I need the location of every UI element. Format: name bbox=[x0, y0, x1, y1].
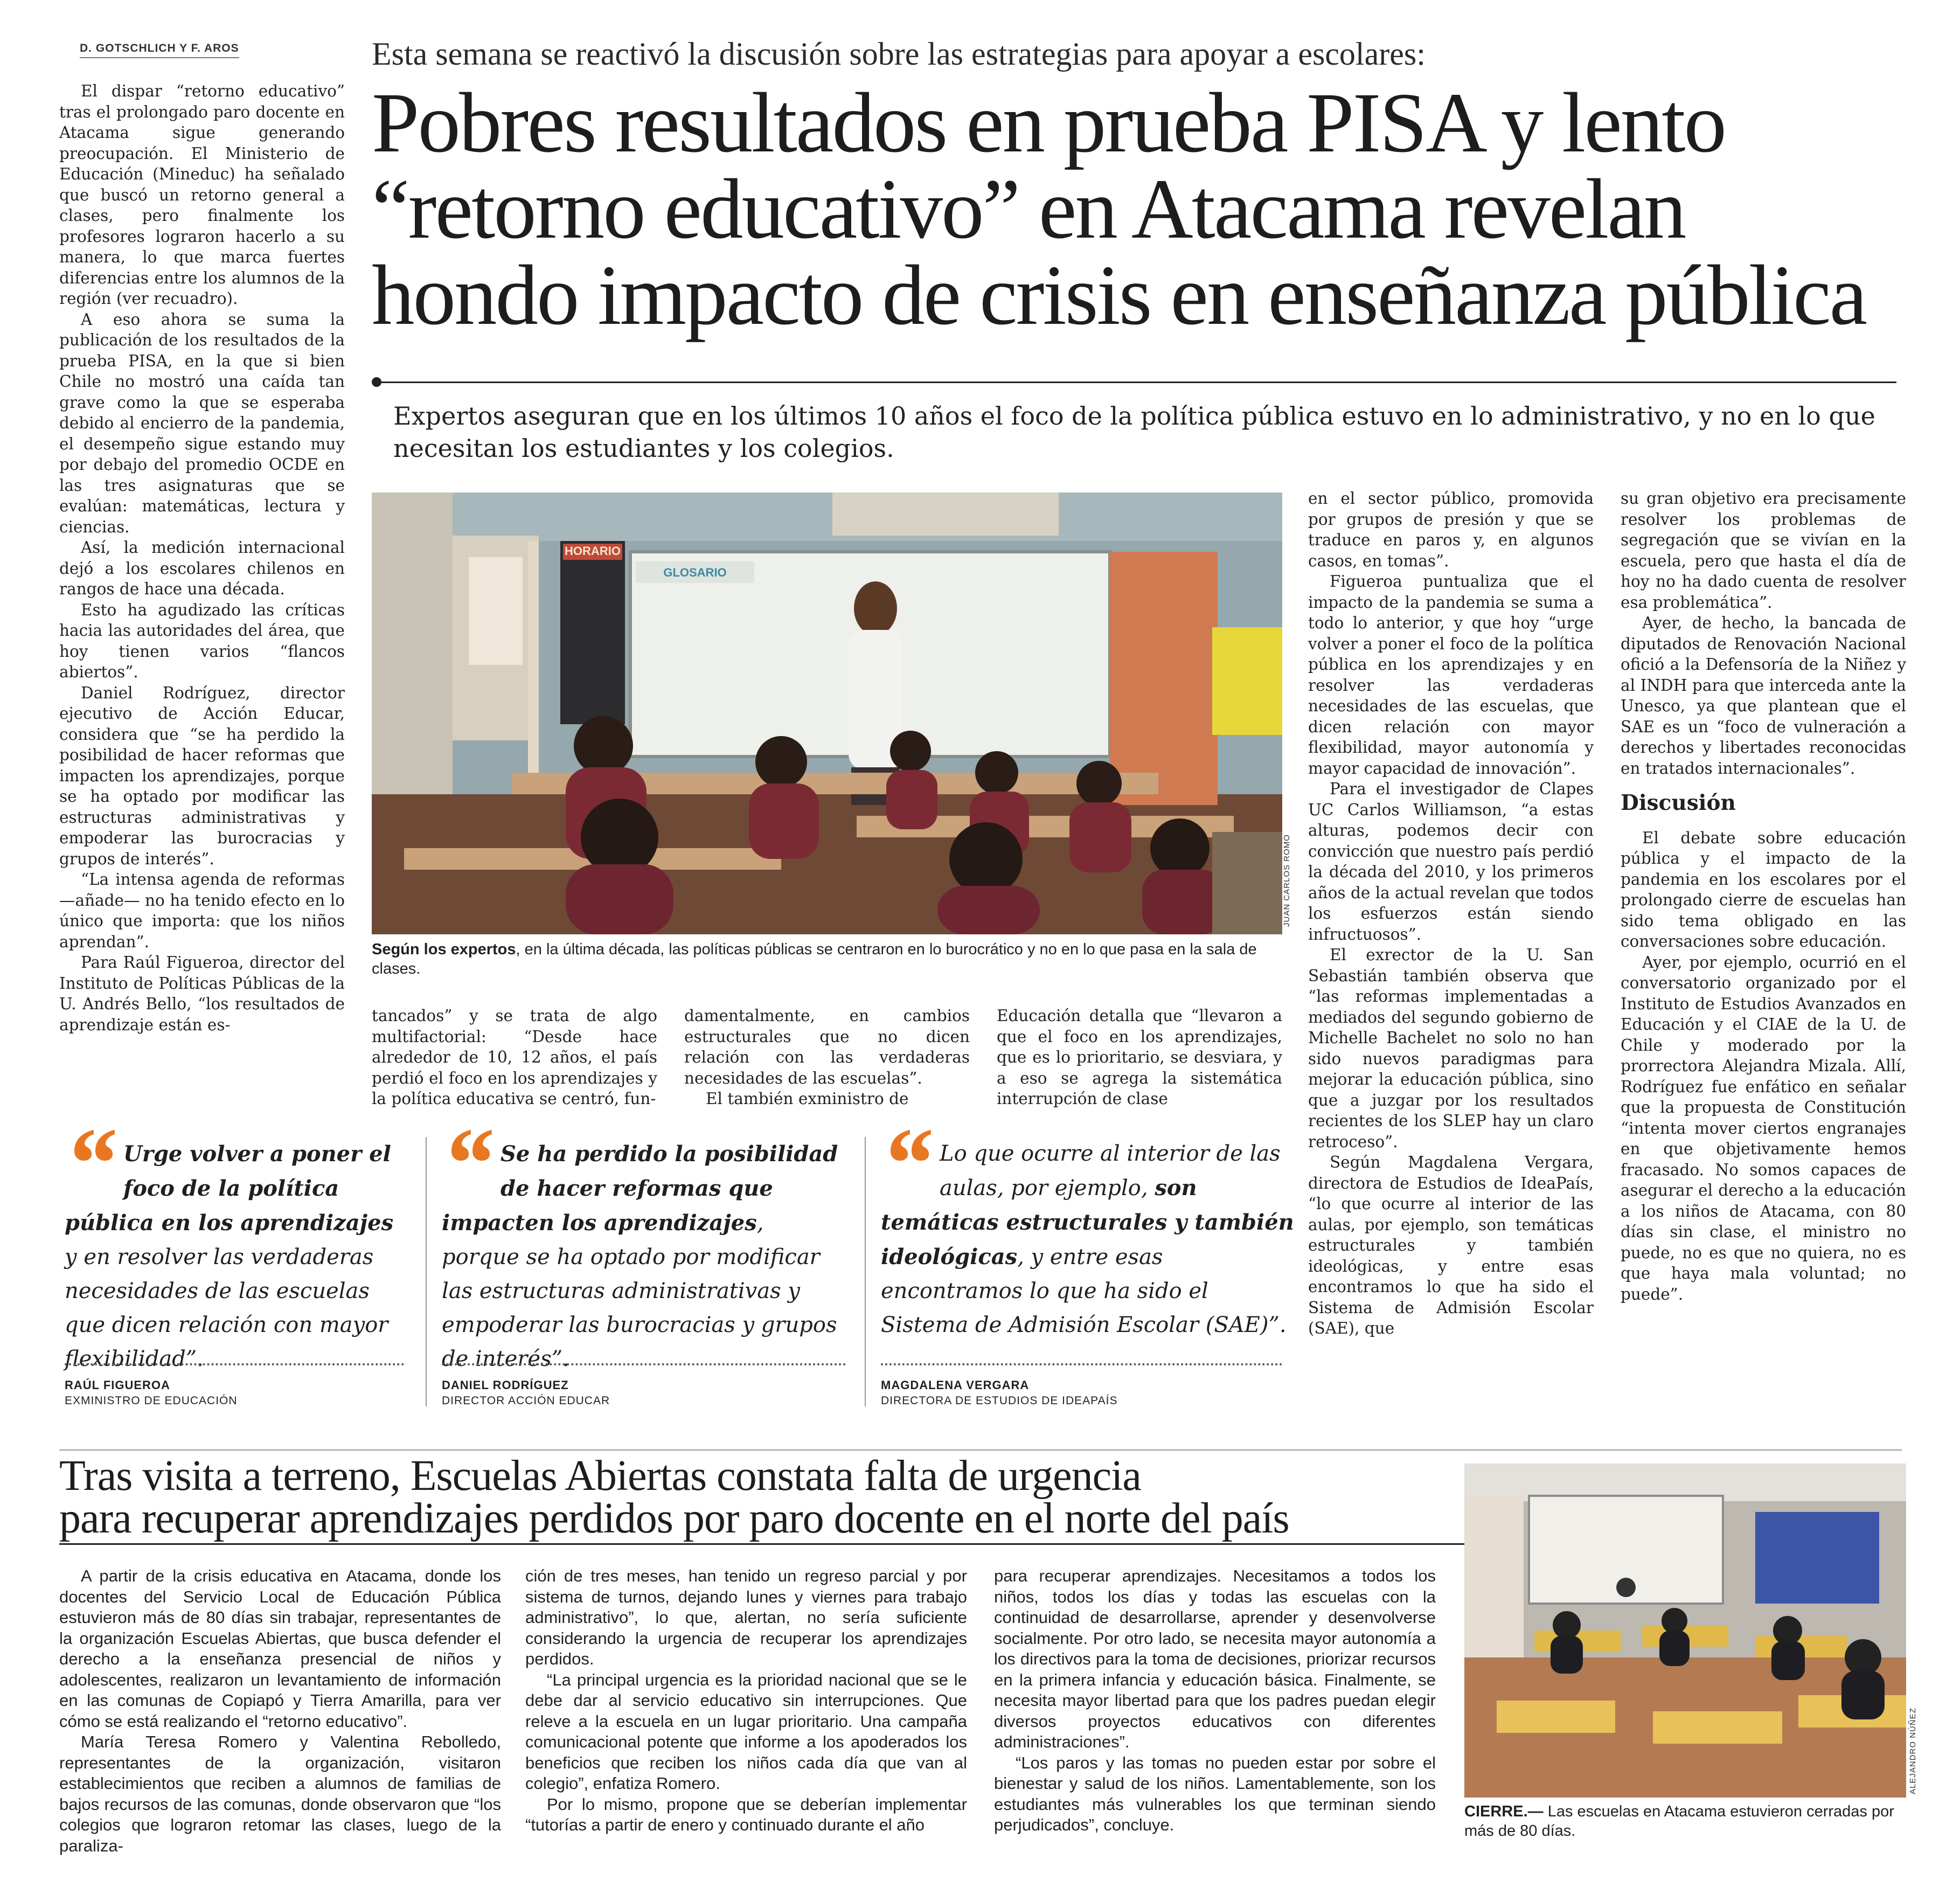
sidebar-photo-caption bbox=[1464, 1802, 1906, 1841]
quote-author: DANIEL RODRÍGUEZ bbox=[442, 1378, 569, 1392]
paragraph: El debate sobre educación pública y el impacto de la pandemia en los escolares por el prolongado cierre de escuelas han sido tema obligado en las conversaciones sobre educación. bbox=[1621, 828, 1906, 951]
paragraph: Figueroa puntualiza que el impacto de la pandemia se suma a todo lo anterior, y que hoy “urge volver a poner el foco de la política pública en los aprendizajes y en resolver las verdaderas necesidades de las escuelas, que dicen relación con mayor flexibilidad, mayor autonomía y mayor capacidad de innovación”. bbox=[1308, 572, 1594, 778]
paragraph: tancados” y se trata de algo multifactorial: “Desde hace alrededor de 10, 12 años, el país perdió el foco en los aprendizajes y la política educativa se centró, fun- bbox=[372, 1007, 657, 1108]
quote-author: RAÚL FIGUEROA bbox=[65, 1378, 170, 1392]
sidebar-headline-line: Tras visita a terreno, Escuelas Abiertas constata falta de urgencia bbox=[59, 1452, 1141, 1500]
pull-quote-3 bbox=[881, 1107, 1296, 1342]
quote-text bbox=[881, 1107, 1296, 1342]
sidebar-photo-credit: ALEJANDRO NÚÑEZ bbox=[1908, 1708, 1917, 1794]
deck: Expertos aseguran que en los últimos 10 años el foco de la política pública estuvo en lo administrativo, y no en lo que necesitan los estudiantes y los colegios. bbox=[393, 401, 1875, 463]
quote-rest: , y entre esas encontramos lo que ha sido el Sistema de Admisión Escolar (SAE)”. bbox=[881, 1245, 1287, 1337]
board-label-left: HORARIO bbox=[565, 544, 621, 558]
paragraph: Daniel Rodríguez, director ejecutivo de Acción Educar, considera que “se ha perdido la posibilidad de hacer reformas que impacten los aprendizajes, porque se ha optado por modificar las estructuras administrativas y empoderar las burocracias y grupos de interés”. bbox=[59, 683, 345, 868]
quote-bold: son temáticas estructurales y también ideológicas bbox=[881, 1175, 1294, 1269]
board-label-right: GLOSARIO bbox=[663, 566, 727, 579]
paragraph: Esto ha agudizado las críticas hacia las autoridades del área, que hoy tienen varios “flancos abiertos”. bbox=[59, 600, 345, 681]
paragraph: El exrector de la U. San Sebastián también observa que “las reformas implementadas a mediados del segundo gobierno de Michelle Bachelet no solo no han sido nuevos paradigmas para mejorar la educación pública, sino que a juzgar por los resultados recientes de los SLEP hay un claro retroceso”. bbox=[1308, 946, 1594, 1151]
paragraph: “La principal urgencia es la prioridad nacional que se le debe dar al servicio educativo sin interrupciones. Que releve a la escuela en un lugar prioritario. Una campaña comunicacional potente que informe a los apoderados los beneficios que reciben los niños cada día que van al colegio”, enfatiza Romero. bbox=[525, 1670, 967, 1793]
headline bbox=[372, 75, 1866, 343]
byline: D. GOTSCHLICH Y F. AROS bbox=[80, 42, 239, 58]
pull-quote-1 bbox=[65, 1107, 404, 1376]
sidebar-column-2 bbox=[525, 1566, 967, 1836]
quote-text bbox=[65, 1107, 404, 1376]
quote-mark-icon: “ bbox=[442, 1107, 493, 1220]
quote-text bbox=[442, 1107, 846, 1376]
paragraph: A eso ahora se suma la publicación de los resultados de la prueba PISA, en la que si bien Chile no mostró una caída tan grave como la que se esperaba debido al encierro de la pandemia, el desempeño sigue estando muy por debajo del promedio OCDE en las tres asignaturas que se evalúan: matemáticas, lectura y ciencias. bbox=[59, 310, 345, 536]
paragraph: en el sector público, promovida por grupos de presión y que se traduce en paros y, en algunos casos, en tomas”. bbox=[1308, 489, 1594, 570]
headline-rule bbox=[377, 381, 1896, 383]
quote-rest: , porque se ha optado por modificar las estructuras administrativas y empoderar las burocracias y grupos de interés”. bbox=[442, 1211, 837, 1371]
quote-separator bbox=[426, 1137, 427, 1406]
sidebar-classroom-illustration bbox=[1464, 1463, 1906, 1798]
quote-separator bbox=[865, 1137, 866, 1406]
quote-bold: Se ha perdido la posibilidad de hacer reformas que impacten los aprendizajes bbox=[442, 1141, 838, 1236]
article-column-3 bbox=[684, 1005, 970, 1109]
sidebar-column-3 bbox=[994, 1566, 1436, 1836]
caption-lead: Según los expertos bbox=[372, 941, 516, 958]
paragraph: Ayer, por ejemplo, ocurrió en el conversatorio organizado por el Instituto de Estudios Avanzados en Educación y el CIAE de la U. de Chile y moderado por la prorrectora Alejandra Mizala. Allí, Rodríguez fue enfático en señalar que la propuesta de Constitución “intenta mover ciertos engranajes en que objetivamente hemos fracasado. No somos capaces de asegurar el derecho a la educación a los niños de Atacama, con 80 días sin clase, el ministro no puede, no es que no quiera, no es que haya mala voluntad; no puede”. bbox=[1621, 953, 1906, 1303]
paragraph: ción de tres meses, han tenido un regreso parcial y por sistema de turnos, dejando lunes y viernes para trabajo administrativo”, lo que, alertan, no sería suficiente considerando la urgencia de recuperar los aprendizajes perdidos. bbox=[525, 1566, 967, 1668]
paragraph: El dispar “retorno educativo” tras el prolongado paro docente en Atacama sigue generando preocupación. El Ministerio de Educación (Mineduc) ha señalado que buscó un retorno general a clases, pero finalmente los profesores lograron hacerlo a su manera, lo que marca fuertes diferencias entre los alumnos de la región (ver recuadro). bbox=[59, 82, 345, 308]
paragraph: Para el investigador de Clapes UC Carlos Williamson, “a estas alturas, podemos decir con convicción que nuestro país perdió la década del 2010, y los primeros años de la actual revelan que todos los esfuerzos están siendo infructuosos”. bbox=[1308, 780, 1594, 944]
quote-rest: y en resolver las verdaderas necesidades de las escuelas que dicen relación con mayor flexibilidad”. bbox=[65, 1245, 388, 1371]
quote-divider bbox=[881, 1363, 1282, 1365]
section-subhead: Discusión bbox=[1621, 790, 1736, 815]
article-column-1 bbox=[59, 81, 345, 1035]
article-column-2 bbox=[372, 1005, 657, 1109]
quote-mark-icon: “ bbox=[65, 1107, 116, 1220]
paragraph: para recuperar aprendizajes. Necesitamos a todos los niños, todos los días y todas las escuelas con la continuidad de desarrollarse, aprender y desenvolverse socialmente. Por otro lado, se necesita mayor autonomía a los directivos para la toma de decisiones, priorizar recursos en la primera infancia y educación básica. Finalmente, se necesita mayor libertad para que los padres puedan elegir diversos proyectos educativos con diferentes administraciones”. bbox=[994, 1566, 1436, 1751]
paragraph: El también exministro de bbox=[706, 1090, 909, 1108]
rule-dot bbox=[372, 377, 381, 387]
paragraph: A partir de la crisis educativa en Atacama, donde los docentes del Servicio Local de Educación Pública estuvieron más de 80 días sin trabajar, representantes de la organización Escuelas Abiertas, que busca defender el derecho a la enseñanza presencial de niños y adolescentes, realizaron un levantamiento de información en las comunas de Copiapó y Tierra Amarilla, para ver cómo se está realizando el “retorno educativo”. bbox=[59, 1566, 501, 1731]
sidebar-headline-line: para recuperar aprendizajes perdidos por paro docente en el norte del país bbox=[59, 1495, 1289, 1542]
paragraph: Para Raúl Figueroa, director del Instituto de Políticas Públicas de la U. Andrés Bello, “los resultados de aprendizaje están es- bbox=[59, 953, 345, 1034]
sidebar-headline bbox=[59, 1452, 1289, 1542]
paragraph: Por lo mismo, propone que se deberían implementar “tutorías a partir de enero y continuado durante el año bbox=[525, 1794, 967, 1834]
quote-author-role: EXMINISTRO DE EDUCACIÓN bbox=[65, 1395, 238, 1407]
quote-author: MAGDALENA VERGARA bbox=[881, 1378, 1030, 1392]
pull-quote-2 bbox=[442, 1107, 846, 1376]
quote-author-role: DIRECTOR ACCIÓN EDUCAR bbox=[442, 1395, 610, 1407]
paragraph: María Teresa Romero y Valentina Rebolledo, representantes de la organización, visitaron establecimientos que reciben a alumnos de familias de bajos recursos de las comunas, donde observaron que “los colegios que lograron retomar las clases, luego de la paraliza- bbox=[59, 1732, 501, 1855]
article-column-4 bbox=[997, 1005, 1282, 1109]
caption-text: , en la última década, las políticas públicas se centraron en lo burocrático y no en lo que pasa en la sala de clases. bbox=[372, 941, 1257, 977]
quote-divider bbox=[65, 1363, 404, 1365]
paragraph: Según Magdalena Vergara, directora de Estudios de IdeaPaís, “lo que ocurre al interior de las aulas, por ejemplo, son temáticas estructurales y también ideológicas, y entre esas encontramos lo que ha sido el Sistema de Admisión Escolar (SAE), que bbox=[1308, 1153, 1594, 1337]
classroom-illustration bbox=[372, 492, 1282, 934]
quote-pre: Lo que ocurre al interior de las aulas, por ejemplo, bbox=[940, 1141, 1281, 1201]
quote-bold: Urge volver a poner el foco de la política pública en los aprendizajes bbox=[65, 1141, 394, 1236]
article-column-6 bbox=[1621, 488, 1906, 1305]
headline-line: Pobres resultados en prueba PISA y lento bbox=[372, 75, 1725, 170]
paragraph: “Los paros y las tomas no pueden estar por sobre el bienestar y salud de los niños. Lamentablemente, son los estudiantes más vulnerables los que terminan siendo perjudicados”, concluye. bbox=[994, 1753, 1436, 1834]
headline-line: “retorno educativo” en Atacama revelan bbox=[372, 162, 1685, 256]
sidebar-top-rule bbox=[59, 1449, 1902, 1451]
classroom-photo bbox=[372, 492, 1282, 934]
photo-credit: JUAN CARLOS ROMO bbox=[1282, 834, 1291, 927]
kicker: Esta semana se reactivó la discusión sobre las estrategias para apoyar a escolares: bbox=[372, 36, 1426, 72]
paragraph: “La intensa agenda de reformas —añade— no ha tenido efecto en lo único que importa: que los niños aprendan”. bbox=[59, 870, 345, 951]
paragraph: su gran objetivo era precisamente resolver los problemas de segregación que se vivían en la escuela, pero que hasta el día de hoy no ha dado cuenta de resolver esa problemática”. bbox=[1621, 489, 1906, 612]
paragraph: Educación detalla que “llevaron a que el foco en los aprendizajes, que es lo prioritario, se desviara, y a eso se agrega la sistemática interrupción de clase bbox=[997, 1007, 1282, 1108]
photo-caption bbox=[372, 940, 1288, 979]
paragraph: Ayer, de hecho, la bancada de diputados de Renovación Nacional ofició a la Defensoría de la Niñez y al INDH para que interceda ante la Unesco, ya que plantean que el SAE es un “foco de vulneración a derechos y libertades reconocidas en tratados internacionales”. bbox=[1621, 614, 1906, 778]
paragraph: Así, la medición internacional dejó a los escolares chilenos en rangos de hace una década. bbox=[59, 538, 345, 598]
quote-mark-icon: “ bbox=[881, 1107, 932, 1220]
caption-text: Las escuelas en Atacama estuvieron cerradas por más de 80 días. bbox=[1464, 1803, 1894, 1840]
sidebar-headline-rule bbox=[59, 1543, 1471, 1545]
quote-author-role: DIRECTORA DE ESTUDIOS DE IDEAPAÍS bbox=[881, 1395, 1118, 1407]
paragraph: damentalmente, en cambios estructurales que no dicen relación con las verdaderas necesidades de las escuelas”. bbox=[684, 1007, 970, 1087]
quote-divider bbox=[442, 1363, 846, 1365]
caption-lead: CIERRE.— bbox=[1464, 1803, 1544, 1820]
sidebar-photo bbox=[1464, 1463, 1906, 1798]
headline-line: hondo impacto de crisis en enseñanza pública bbox=[372, 248, 1866, 343]
article-column-5 bbox=[1308, 488, 1594, 1339]
sidebar-column-1 bbox=[59, 1566, 501, 1856]
